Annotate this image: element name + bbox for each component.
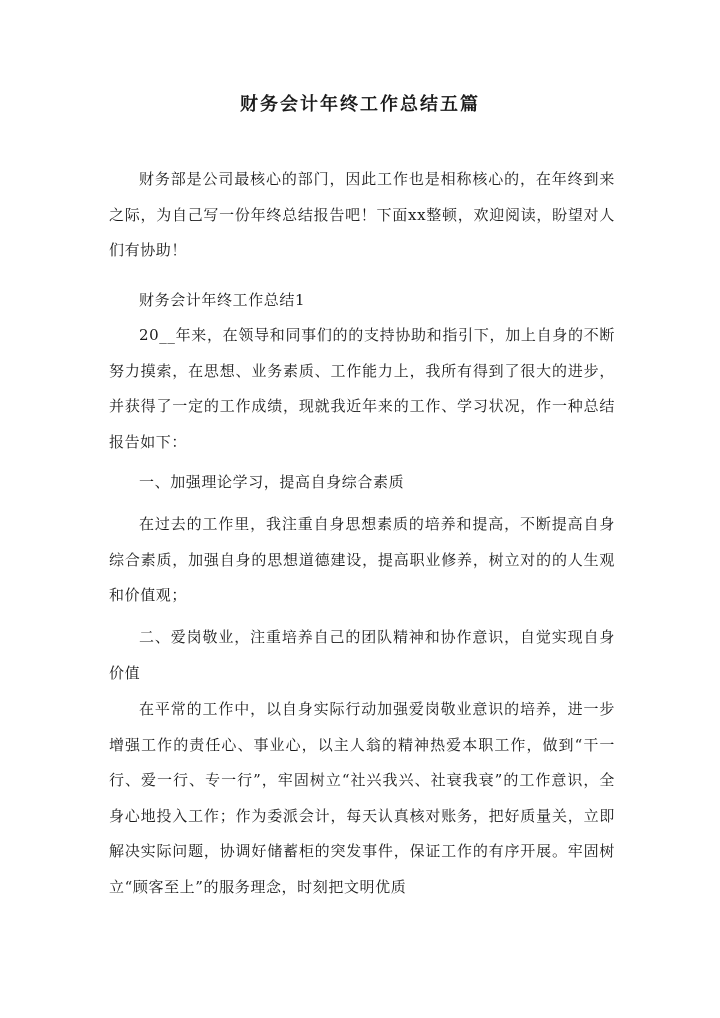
intro-paragraph: 财务部是公司最核心的部门，因此工作也是相称核心的，在年终到来之际，为自己写一份年终总结报告吧！下面xx整顿，欢迎阅读，盼望对人们有协助！ bbox=[109, 170, 615, 259]
section-heading-summary-1: 财务会计年终工作总结1 bbox=[139, 291, 306, 309]
section-heading-theory-study: 一、加强理论学习，提高自身综合素质 bbox=[139, 473, 405, 491]
body-paragraph: 20__年来，在领导和同事们的的支持协助和指引下，加上自身的不断努力摸索，在思想、业务素质、工作能力上，我所有得到了很大的进步，并获得了一定的工作成绩，现就我近年来的工作、学习状况，作一种总结报告如下： bbox=[109, 326, 615, 451]
body-paragraph: 在过去的工作里，我注重自身思想素质的培养和提高，不断提高自身综合素质，加强自身的思想道德建设，提高职业修养，树立对的的人生观和价值观； bbox=[109, 515, 615, 604]
section-heading-dedication: 二、爱岗敬业，注重培养自己的团队精神和协作意识，自觉实现自身价值 bbox=[109, 628, 615, 682]
document-title: 财务会计年终工作总结五篇 bbox=[240, 94, 480, 115]
body-paragraph: 在平常的工作中，以自身实际行动加强爱岗敬业意识的培养，进一步增强工作的责任心、事业心，以主人翁的精神热爱本职工作，做到“干一行、爱一行、专一行”，牢固树立“社兴我兴、社衰我衰”的工作意识，全身心地投入工作；作为委派会计，每天认真核对账务，把好质量关，立即解决实际问题，协调好储蓄柜的突发事件，保证工作的有序开展。牢固树立“顾客至上”的服务理念，时刻把文明优质 bbox=[109, 700, 615, 896]
